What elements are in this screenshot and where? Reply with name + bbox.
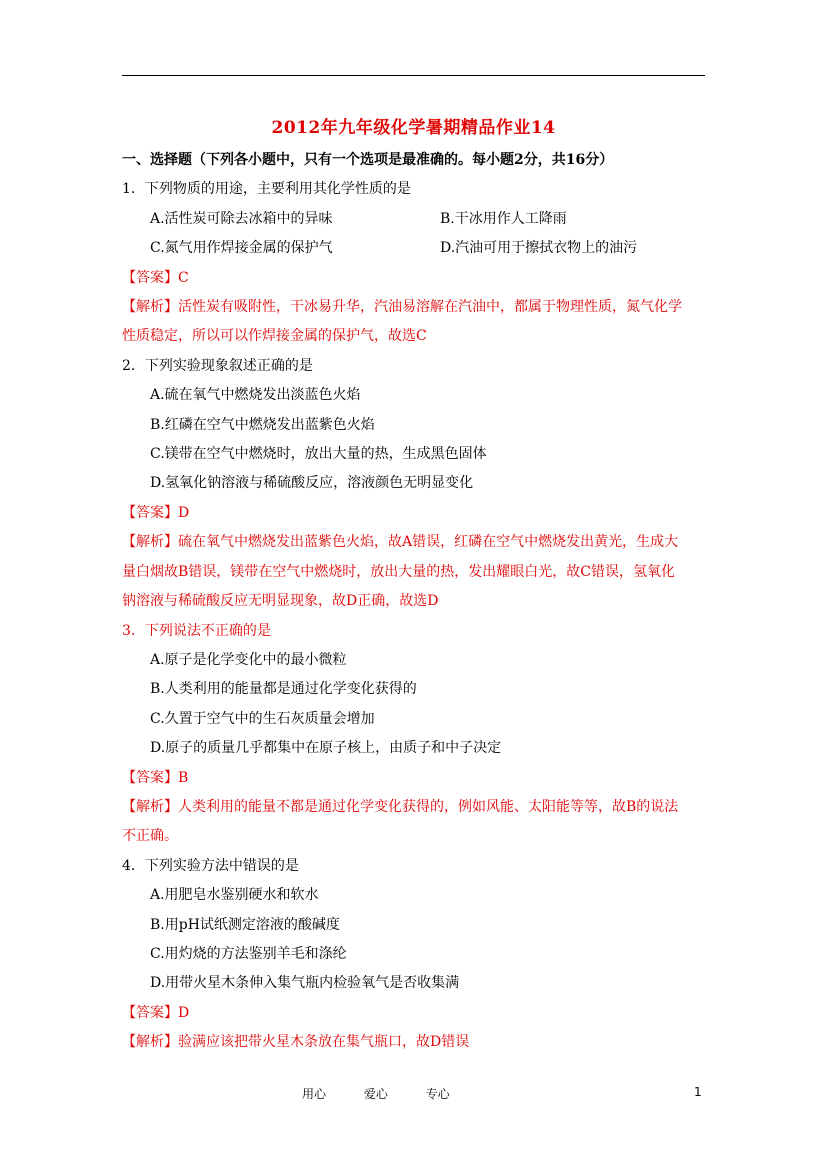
page-title: 2012年九年级化学暑期精品作业14: [271, 118, 556, 138]
option-c: C.镁带在空气中燃烧时，放出大量的热，生成黑色固体: [150, 446, 487, 463]
option-d: D.汽油可用于擦拭衣物上的油污: [440, 240, 638, 257]
answer-line: 【答案】C: [122, 269, 189, 286]
question-stem: 2．下列实验现象叙述正确的是: [122, 357, 313, 374]
option-d: D.原子的质量几乎都集中在原子核上，由质子和中子决定: [150, 740, 502, 757]
option-c: C.氮气用作焊接金属的保护气: [150, 240, 333, 257]
answer-line: 【答案】D: [122, 504, 190, 521]
option-d: D.用带火星木条伸入集气瓶内检验氧气是否收集满: [150, 975, 460, 992]
option-row: [122, 234, 712, 263]
footer-item: 用心: [302, 1087, 327, 1101]
analysis-line: 【解析】验满应该把带火星木条放在集气瓶口，故D错误: [122, 1034, 470, 1051]
question-stem: 4．下列实验方法中错误的是: [122, 857, 299, 874]
section-heading: 一、选择题（下列各小题中，只有一个选项是最准确的。每小题2分，共16分）: [122, 152, 614, 168]
option-c: C.久置于空气中的生石灰质量会增加: [150, 710, 375, 727]
analysis-line: 不正确。: [122, 828, 178, 845]
analysis-line: 量白烟故B错误，镁带在空气中燃烧时，放出大量的热，发出耀眼白光，故C错误，氢氧化: [122, 563, 675, 580]
answer-line: 【答案】B: [122, 769, 189, 786]
option-a: A.硫在氧气中燃烧发出淡蓝色火焰: [150, 387, 361, 404]
header-rule: [122, 75, 705, 76]
footer-item: 专心: [425, 1087, 450, 1101]
option-b: B.红磷在空气中燃烧发出蓝紫色火焰: [150, 416, 375, 433]
page-number: 1: [694, 1085, 702, 1099]
option-b: B.干冰用作人工降雨: [440, 210, 567, 227]
footer-item: 爱心: [363, 1087, 388, 1101]
option-a: A.原子是化学变化中的最小微粒: [150, 651, 347, 668]
option-a: A.活性炭可除去冰箱中的异味: [150, 210, 333, 227]
answer-line: 【答案】D: [122, 1004, 190, 1021]
option-d: D.氢氧化钠溶液与稀硫酸反应，溶液颜色无明显变化: [150, 475, 474, 492]
analysis-line: 【解析】硫在氧气中燃烧发出蓝紫色火焰，故A错误，红磷在空气中燃烧发出黄光，生成大: [122, 534, 679, 551]
question-stem: 1．下列物质的用途，主要利用其化学性质的是: [122, 181, 411, 198]
document-body: [122, 146, 712, 1058]
analysis-line: 钠溶液与稀硫酸反应无明显现象，故D正确，故选D: [122, 593, 439, 610]
option-a: A.用肥皂水鉴别硬水和软水: [150, 887, 319, 904]
footer-motto: [302, 1085, 484, 1102]
option-b: B.用pH试纸测定溶液的酸碱度: [150, 916, 340, 933]
option-b: B.人类利用的能量都是通过化学变化获得的: [150, 681, 417, 698]
option-c: C.用灼烧的方法鉴别羊毛和涤纶: [150, 945, 347, 962]
analysis-line: 【解析】活性炭有吸附性，干冰易升华，汽油易溶解在汽油中，都属于物理性质，氮气化学: [122, 299, 682, 316]
question-stem: 3．下列说法不正确的是: [122, 622, 271, 639]
option-row: [122, 205, 712, 234]
analysis-line: 性质稳定，所以可以作焊接金属的保护气，故选C: [122, 328, 427, 345]
analysis-line: 【解析】人类利用的能量不都是通过化学变化获得的，例如风能、太阳能等等，故B的说法: [122, 798, 679, 815]
